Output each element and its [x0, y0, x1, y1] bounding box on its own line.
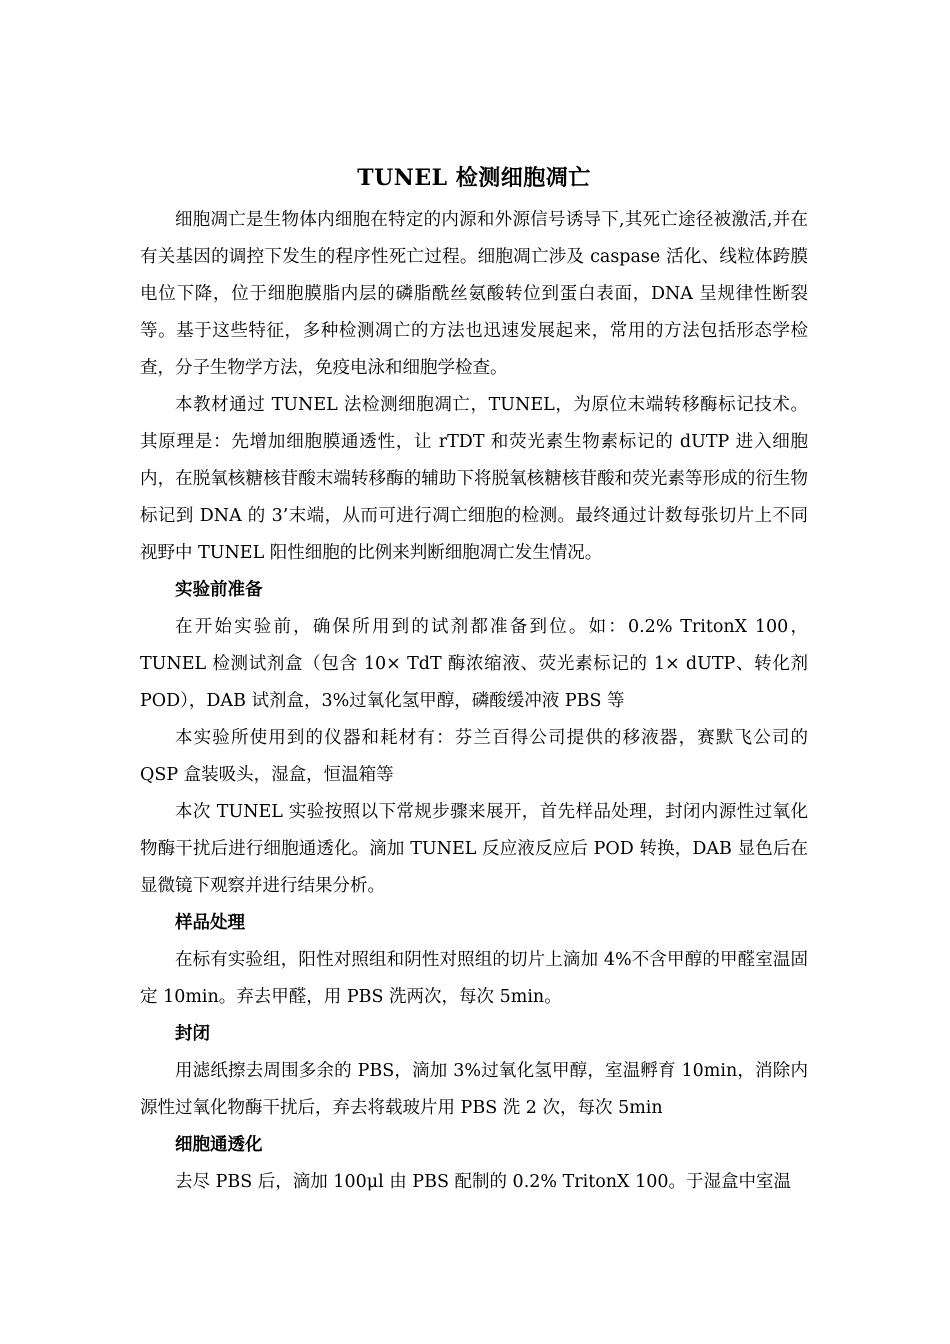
heading-preparation: 实验前准备	[175, 580, 263, 600]
paragraph-permeabilization: 去尽 PBS 后，滴加 100μl 由 PBS 配制的 0.2% TritonX 100。于湿盒中室温	[175, 1172, 791, 1192]
paragraph-instruments: 本实验所使用到的仪器和耗材有：芬兰百得公司提供的移液器，赛默飞公司的 QSP 盒装吸头，湿盒，恒温箱等	[140, 728, 808, 785]
document-page	[140, 160, 808, 1201]
heading-permeabilization: 细胞通透化	[175, 1135, 263, 1155]
paragraph-sample-processing: 在标有实验组，阳性对照组和阴性对照组的切片上滴加 4%不含甲醇的甲醛室温固定 10min。弃去甲醛，用 PBS 洗两次，每次 5min。	[140, 950, 808, 1007]
paragraph-reagents: 在开始实验前，确保所用到的试剂都准备到位。如：0.2% TritonX 100，TUNEL 检测试剂盒（包含 10× TdT 酶浓缩液、荧光素标记的 1× dUTP、转化剂 POD），DAB 试剂盒，3%过氧化氢甲醇，磷酸缓冲液 PBS 等	[140, 617, 808, 711]
paragraph-intro: 细胞凋亡是生物体内细胞在特定的内源和外源信号诱导下,其死亡途径被激活,并在有关基因的调控下发生的程序性死亡过程。细胞凋亡涉及 caspase 活化、线粒体跨膜电位下降，位于细胞膜脂内层的磷脂酰丝氨酸转位到蛋白表面，DNA 呈规律性断裂等。基于这些特征，多种检测凋亡的方法也迅速发展起来，常用的方法包括形态学检查，分子生物学方法，免疫电泳和细胞学检查。	[140, 210, 808, 378]
paragraph-blocking: 用滤纸擦去周围多余的 PBS，滴加 3%过氧化氢甲醇，室温孵育 10min，消除内源性过氧化物酶干扰后，弃去将载玻片用 PBS 洗 2 次，每次 5min	[140, 1061, 808, 1118]
heading-blocking: 封闭	[175, 1024, 210, 1044]
heading-sample-processing: 样品处理	[175, 913, 245, 933]
paragraph-procedure: 本次 TUNEL 实验按照以下常规步骤来展开，首先样品处理，封闭内源性过氧化物酶干扰后进行细胞通透化。滴加 TUNEL 反应液反应后 POD 转换，DAB 显色后在显微镜下观察并进行结果分析。	[140, 802, 808, 896]
document-title: TUNEL 检测细胞凋亡	[357, 165, 591, 191]
paragraph-principle: 本教材通过 TUNEL 法检测细胞凋亡，TUNEL，为原位末端转移酶标记技术。其原理是：先增加细胞膜通透性，让 rTDT 和荧光素生物素标记的 dUTP 进入细胞内，在脱氧核糖核苷酸末端转移酶的辅助下将脱氧核糖核苷酸和荧光素等形成的衍生物标记到 DNA 的 3’末端，从而可进行凋亡细胞的检测。最终通过计数每张切片上不同视野中 TUNEL 阳性细胞的比例来判断细胞凋亡发生情况。	[140, 395, 808, 563]
